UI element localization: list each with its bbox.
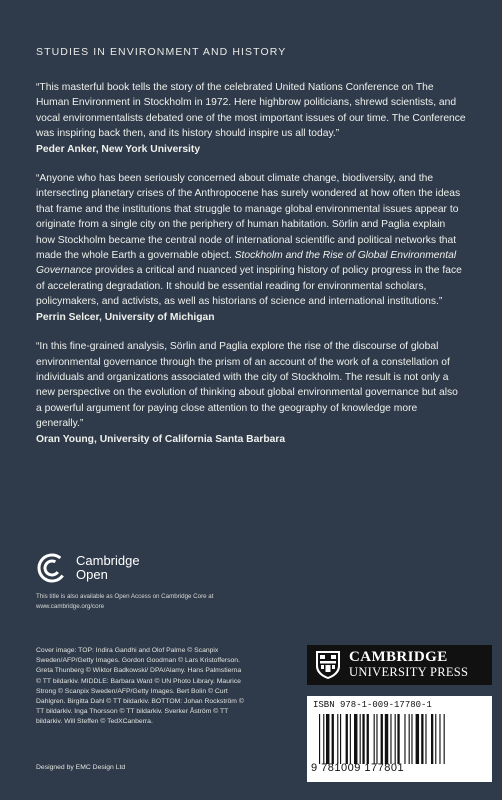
- barcode-bar: [431, 714, 433, 764]
- endorsement-text-part: provides a critical and nuanced yet inspiring history of policy progress in the face of accelerating degradation. It should be essential reading for environmental scholars, policymakers, and activists, as well as historians of science and international institutions.”: [36, 265, 462, 308]
- barcode-bar: [385, 714, 388, 764]
- cambridge-open-icon: [36, 552, 68, 584]
- isbn-barcode: [307, 696, 492, 782]
- barcode-bar: [439, 714, 440, 764]
- barcode-bar: [381, 714, 383, 764]
- barcode-bar: [362, 714, 364, 764]
- endorsement-text: “This masterful book tells the story of the celebrated United Nations Conference on The Human Environment in Stockholm in 1972. Here highbrow politicians, shrewd scientists, and vocal environmentalists debated one of the most important issues of our time. The Conference was inspiring back then, and its history should inspire us all today.”: [36, 82, 466, 140]
- endorsement-3: [36, 339, 466, 447]
- barcode-bar: [404, 714, 405, 764]
- barcode-bar: [376, 714, 377, 764]
- cambridge-open-wordmark: [76, 554, 140, 582]
- series-title: STUDIES IN ENVIRONMENT AND HISTORY: [36, 46, 287, 58]
- barcode-bar: [346, 714, 348, 764]
- barcode-bar: [421, 714, 423, 764]
- endorsement-attribution: Perrin Selcer, University of Michigan: [36, 311, 215, 323]
- cambridge-open-logo: [36, 552, 140, 584]
- barcode-bar: [411, 714, 412, 764]
- barcode-bar: [395, 714, 396, 764]
- publisher-name-line2: UNIVERSITY PRESS: [349, 665, 469, 679]
- barcode-bar: [326, 714, 329, 764]
- barcode-bar: [340, 714, 341, 764]
- endorsement-text: “In this fine-grained analysis, Sörlin and Paglia explore the rise of the discourse of global environmental governance through the prism of an account of the work of a constellation of individuals and organizations associated with the city of Stockholm. The result is not only a new perspective on the evolution of thinking about global environmental governance but also a powerful argument for paying close attention to the geography of knowledge more generally.”: [36, 341, 458, 430]
- endorsement-1: [36, 80, 466, 157]
- open-logo-line1: Cambridge: [76, 553, 140, 568]
- designer-credit: Designed by EMC Design Ltd: [36, 764, 126, 771]
- barcode-bar: [367, 714, 369, 764]
- publisher-name-line1: CAMBRIDGE: [349, 649, 448, 665]
- open-access-note: This title is also available as Open Access on Cambridge Core at www.cambridge.org/core: [36, 593, 214, 610]
- isbn-label: ISBN 978-1-009-17780-1: [313, 700, 432, 710]
- barcode-bar: [416, 714, 419, 764]
- barcode-bar: [337, 714, 338, 764]
- book-title-italic: Stockholm and the Rise of Global Environmental Governance: [36, 250, 457, 277]
- barcode-bar: [425, 714, 426, 764]
- university-crest-icon: [315, 650, 341, 680]
- barcode-bar: [323, 714, 324, 764]
- endorsements: [36, 80, 466, 461]
- barcode-bar: [332, 714, 334, 764]
- endorsement-2: [36, 171, 466, 325]
- barcode-bar: [397, 714, 399, 764]
- barcode-bar: [350, 714, 351, 764]
- barcode-bar: [354, 714, 357, 764]
- endorsement-attribution: Peder Anker, New York University: [36, 143, 201, 155]
- barcode-digits: 9 781009 177801: [311, 762, 405, 774]
- barcode-bar: [409, 714, 410, 764]
- barcode-bar: [374, 714, 375, 764]
- endorsement-text-part: “Anyone who has been seriously concerned about climate change, biodiversity, and the intersecting planetary crises of the Anthropocene has surely wondered at how often the ideas that frame and the institutions that struggle to manage global environmental issues appear to originate from a single city on the periphery of human habitation. Sörlin and Paglia explain how Stockholm became the central node of international scientific and political networks that made the whole Earth a governable object.: [36, 173, 461, 262]
- barcode-bar: [444, 714, 445, 764]
- publisher-name: [349, 650, 468, 680]
- open-logo-line2: Open: [76, 567, 108, 582]
- barcode-bar: [319, 714, 320, 764]
- endorsement-attribution: Oran Young, University of California Santa Barbara: [36, 433, 286, 445]
- barcode-bars: [317, 714, 485, 764]
- cover-image-credits: Cover image: TOP: Indira Gandhi and Olof Palme © Scanpix Sweden/AFP/Getty Images. Gordon Goodman © Lars Kristofferson. Greta Thunberg © Wiktor Badkowski/ DPA/Alamy. Hans Palmstierna © TT bildarkiv. MIDDLE: Barbara Ward © UN Photo Library. Maurice Strong © Scanpix Sweden/AFP/Getty Images. Bert Bolin © Curt Dahlgren. Birgitta Dahl © TT bildarkiv. BOTTOM: Johan Rockström © TT bildarkiv. Inga Thorsson © TT bildarkiv. Sverker Åström © TT bildarkiv. Will Steffen © TedXCanberra.: [36, 647, 244, 726]
- barcode-bar: [360, 714, 361, 764]
- endorsement-text: [36, 171, 466, 310]
- barcode-bar: [435, 714, 436, 764]
- barcode-bar: [390, 714, 391, 764]
- publisher-logo: [307, 645, 492, 685]
